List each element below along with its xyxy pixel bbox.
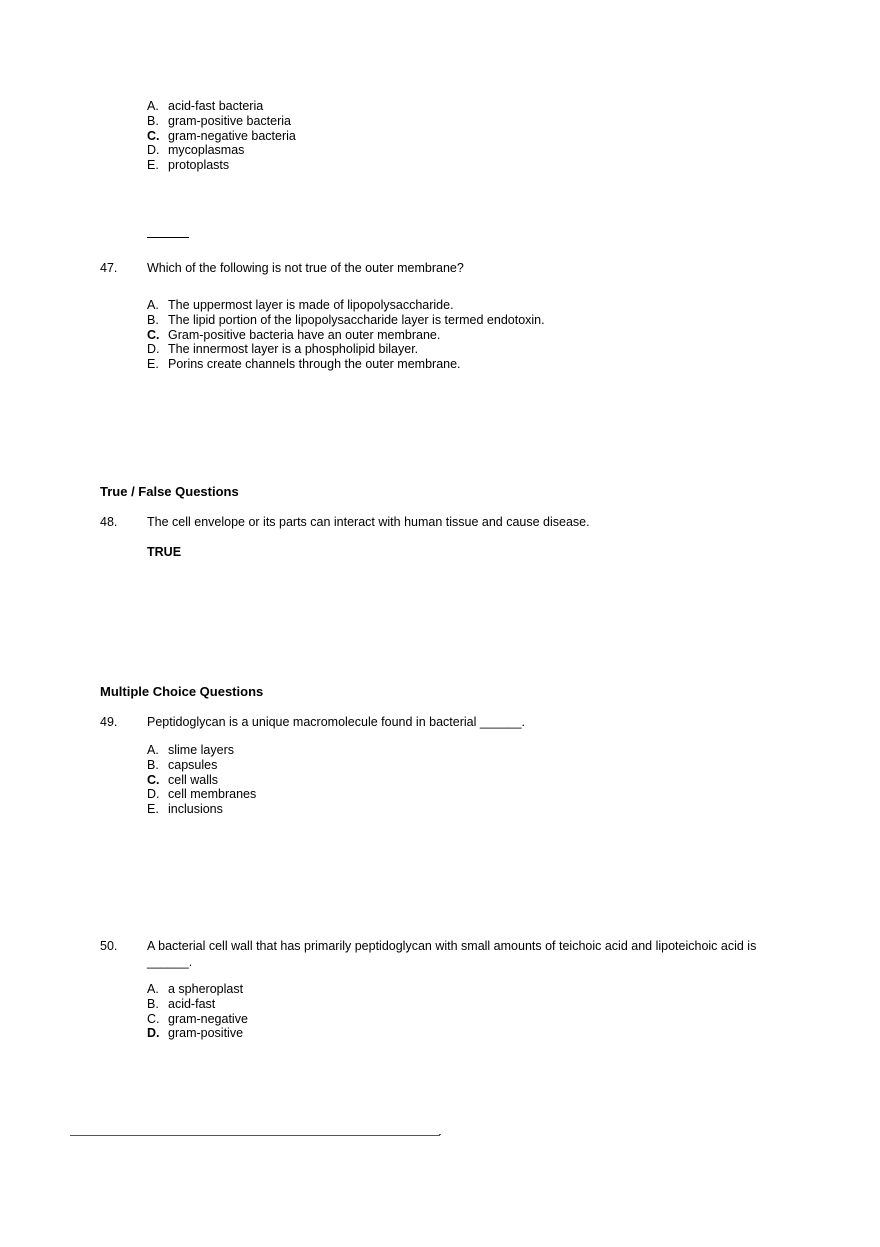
option-letter-correct: C. <box>147 772 160 787</box>
q47-question: Which of the following is not true of the outer membrane? <box>147 261 464 275</box>
footer-rule-end <box>439 1134 441 1135</box>
option-text: Gram-positive bacteria have an outer membrane. <box>168 327 441 342</box>
q46-option-a <box>147 99 296 114</box>
option-letter: B. <box>147 757 159 772</box>
option-letter: A. <box>147 982 159 996</box>
option-letter: E. <box>147 158 159 173</box>
option-text: gram-negative <box>168 1011 248 1026</box>
q48-number: 48. <box>100 515 118 529</box>
option-letter-correct: C. <box>147 327 160 342</box>
q47-option-c <box>147 328 545 343</box>
option-letter: A. <box>147 298 159 312</box>
q46-option-b <box>147 114 296 129</box>
q46-options <box>147 99 296 173</box>
option-letter: A. <box>147 743 159 757</box>
q50-option-d <box>147 1026 248 1041</box>
option-letter: D. <box>147 787 160 802</box>
q50-option-b <box>147 997 248 1012</box>
q46-option-c <box>147 129 296 144</box>
q47-option-b <box>147 313 545 328</box>
option-letter: D. <box>147 342 160 357</box>
q46-option-d <box>147 143 296 158</box>
q49-option-d <box>147 787 256 802</box>
option-text: capsules <box>168 757 218 772</box>
option-text: a spheroplast <box>168 982 244 996</box>
separator-rule <box>147 237 189 238</box>
q47-number: 47. <box>100 261 118 275</box>
option-text: acid-fast bacteria <box>168 99 264 113</box>
option-text: The innermost layer is a phospholipid bilayer. <box>168 342 419 357</box>
q49-question: Peptidoglycan is a unique macromolecule found in bacterial ______. <box>147 715 526 729</box>
option-letter: C. <box>147 1011 160 1026</box>
option-text: gram-positive <box>168 1026 244 1041</box>
option-text: The lipid portion of the lipopolysaccharide layer is termed endotoxin. <box>168 312 545 327</box>
q47-option-a <box>147 298 545 313</box>
option-text: cell membranes <box>168 787 257 802</box>
option-letter: B. <box>147 312 159 327</box>
q49-option-a <box>147 743 256 758</box>
q49-number: 49. <box>100 715 118 729</box>
q47-options <box>147 298 545 372</box>
option-text: cell walls <box>168 772 219 787</box>
q47-option-d <box>147 342 545 357</box>
q50-number: 50. <box>100 939 118 953</box>
option-text: gram-positive bacteria <box>168 113 291 128</box>
option-text: mycoplasmas <box>168 143 245 158</box>
q50-options <box>147 982 248 1041</box>
option-text: Porins create channels through the outer membrane. <box>168 357 461 372</box>
option-letter: B. <box>147 996 159 1011</box>
q48-question: The cell envelope or its parts can interact with human tissue and cause disease. <box>147 515 590 529</box>
q50-option-a <box>147 982 248 997</box>
q50-question-line2: ______. <box>147 955 193 969</box>
multiple-choice-section-title: Multiple Choice Questions <box>100 684 264 699</box>
q47-option-e <box>147 357 545 372</box>
q49-option-c <box>147 773 256 788</box>
option-letter: E. <box>147 802 159 817</box>
option-text: inclusions <box>168 802 223 817</box>
option-letter-correct: D. <box>147 1026 160 1041</box>
option-letter: D. <box>147 143 160 158</box>
option-text: slime layers <box>168 743 234 757</box>
option-letter: B. <box>147 113 159 128</box>
q50-question-line1: A bacterial cell wall that has primarily peptidoglycan with small amounts of teichoic acid and lipoteichoic acid is <box>147 939 757 953</box>
q49-option-b <box>147 758 256 773</box>
q46-option-e <box>147 158 296 173</box>
option-letter: A. <box>147 99 159 113</box>
option-text: acid-fast <box>168 996 216 1011</box>
q49-option-e <box>147 802 256 817</box>
q48-answer: TRUE <box>147 545 182 559</box>
q50-option-c <box>147 1012 248 1027</box>
q49-options <box>147 743 256 817</box>
option-text: protoplasts <box>168 158 230 173</box>
footer-rule <box>70 1135 440 1136</box>
option-text: gram-negative bacteria <box>168 128 296 143</box>
option-letter-correct: C. <box>147 128 160 143</box>
option-text: The uppermost layer is made of lipopolysaccharide. <box>168 298 454 312</box>
true-false-section-title: True / False Questions <box>100 484 239 499</box>
option-letter: E. <box>147 357 159 372</box>
